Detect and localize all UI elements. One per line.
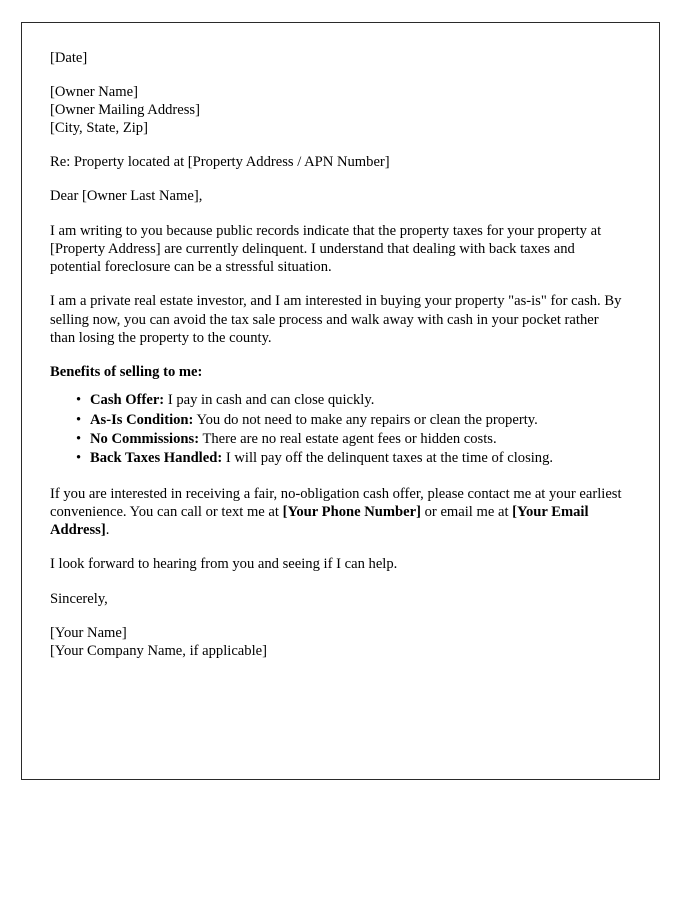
letter-page xyxy=(21,22,660,780)
letter-content xyxy=(50,49,625,660)
list-item xyxy=(90,391,625,410)
benefits-list xyxy=(50,391,625,468)
list-item xyxy=(90,449,625,468)
signature-block xyxy=(50,624,625,660)
benefit-label: No Commissions: xyxy=(90,430,200,447)
email-placeholder: [Your Email Address] xyxy=(50,503,589,539)
benefit-label: Back Taxes Handled: xyxy=(90,450,223,467)
benefit-text: There are no real estate agent fees or hidden costs. xyxy=(199,430,497,447)
signature-name: [Your Name] xyxy=(50,625,127,642)
contact-lead-text: If you are interested in receiving a fair, no-obligation cash offer, please contact me at your earliest convenience. You can call or text me at xyxy=(50,485,622,520)
contact-paragraph xyxy=(50,485,625,540)
date-placeholder: [Date] xyxy=(50,50,88,66)
benefit-text: I pay in cash and can close quickly. xyxy=(164,392,375,409)
recipient-mailing-address: [Owner Mailing Address] xyxy=(50,102,200,118)
list-item xyxy=(90,430,625,449)
recipient-address-block xyxy=(50,83,625,137)
list-item xyxy=(90,411,625,430)
subject-line: Re: Property located at [Property Address / APN Number] xyxy=(50,154,390,170)
benefits-heading: Benefits of selling to me: xyxy=(50,364,203,381)
recipient-city-state-zip: [City, State, Zip] xyxy=(50,120,148,136)
body-paragraph-2: I am a private real estate investor, and I am interested in buying your property "as-is" for cash. By selling now, you can avoid the tax sale process and walk away with cash in your pocket rather than losing the property to the county. xyxy=(50,293,622,347)
body-paragraph-1: I am writing to you because public records indicate that the property taxes for your property at [Property Address] are currently delinquent. I understand that dealing with back taxes and potential foreclosure can be a stressful situation. xyxy=(50,222,602,276)
phone-placeholder: [Your Phone Number] xyxy=(282,503,421,520)
recipient-name: [Owner Name] xyxy=(50,84,138,100)
salutation: Dear [Owner Last Name], xyxy=(50,188,203,205)
benefit-text: You do not need to make any repairs or clean the property. xyxy=(193,411,538,428)
closing-paragraph: I look forward to hearing from you and seeing if I can help. xyxy=(50,556,398,573)
sign-off: Sincerely, xyxy=(50,590,108,607)
benefit-label: Cash Offer: xyxy=(90,392,165,409)
benefit-text: I will pay off the delinquent taxes at the time of closing. xyxy=(222,450,554,467)
contact-tail-text: . xyxy=(105,522,110,539)
benefit-label: As-Is Condition: xyxy=(90,411,194,428)
contact-middle-text: or email me at xyxy=(420,503,513,520)
signature-company: [Your Company Name, if applicable] xyxy=(50,643,267,660)
date-line xyxy=(50,49,625,67)
